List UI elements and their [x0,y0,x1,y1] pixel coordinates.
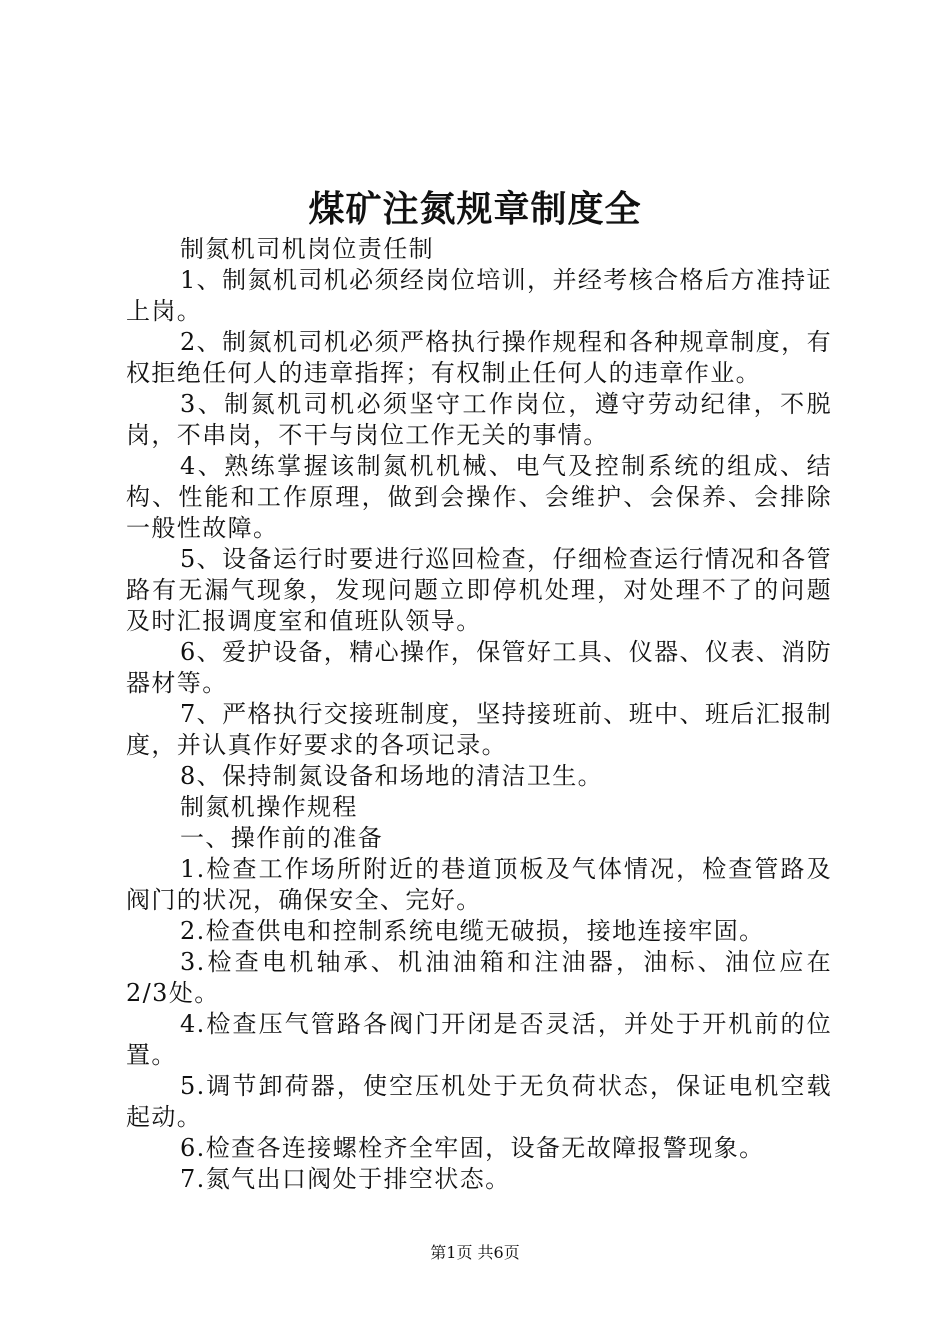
subsection-heading: 一、操作前的准备 [180,824,384,852]
paragraph: 8、保持制氮设备和场地的清洁卫生。 [180,762,604,790]
paragraph: 6、爱护设备，精心操作，保管好工具、仪器、仪表、消防器材等。 [126,638,832,697]
page-footer: 第1页 共6页 [430,1243,520,1262]
document-title: 煤矿注氮规章制度全 [308,188,642,230]
paragraph: 3.检查电机轴承、机油油箱和注油器，油标、油位应在2/3处。 [126,948,832,1007]
paragraph: 5.调节卸荷器，使空压机处于无负荷状态，保证电机空载起动。 [126,1072,832,1131]
paragraph: 7、严格执行交接班制度，坚持接班前、班中、班后汇报制度，并认真作好要求的各项记录。 [126,700,832,759]
paragraph: 3、制氮机司机必须坚守工作岗位，遵守劳动纪律，不脱岗，不串岗，不干与岗位工作无关的事情。 [126,390,832,449]
paragraph: 2.检查供电和控制系统电缆无破损，接地连接牢固。 [180,917,765,945]
paragraph: 1.检查工作场所附近的巷道顶板及气体情况，检查管路及阀门的状况，确保安全、完好。 [126,855,832,914]
paragraph: 6.检查各连接螺栓齐全牢固，设备无故障报警现象。 [180,1134,765,1162]
paragraph: 1、制氮机司机必须经岗位培训，并经考核合格后方准持证上岗。 [126,266,832,325]
document-body [126,234,832,1195]
paragraph: 7.氮气出口阀处于排空状态。 [180,1165,511,1193]
paragraph: 2、制氮机司机必须严格执行操作规程和各种规章制度，有权拒绝任何人的违章指挥；有权制止任何人的违章作业。 [126,328,832,387]
paragraph: 5、设备运行时要进行巡回检查，仔细检查运行情况和各管路有无漏气现象，发现问题立即停机处理，对处理不了的问题及时汇报调度室和值班队领导。 [126,545,832,635]
paragraph: 制氮机司机岗位责任制 [180,235,434,263]
section-heading: 制氮机操作规程 [180,793,358,821]
paragraph: 4、熟练掌握该制氮机机械、电气及控制系统的组成、结构、性能和工作原理，做到会操作、会维护、会保养、会排除一般性故障。 [126,452,832,542]
paragraph: 4.检查压气管路各阀门开闭是否灵活，并处于开机前的位置。 [126,1010,832,1069]
